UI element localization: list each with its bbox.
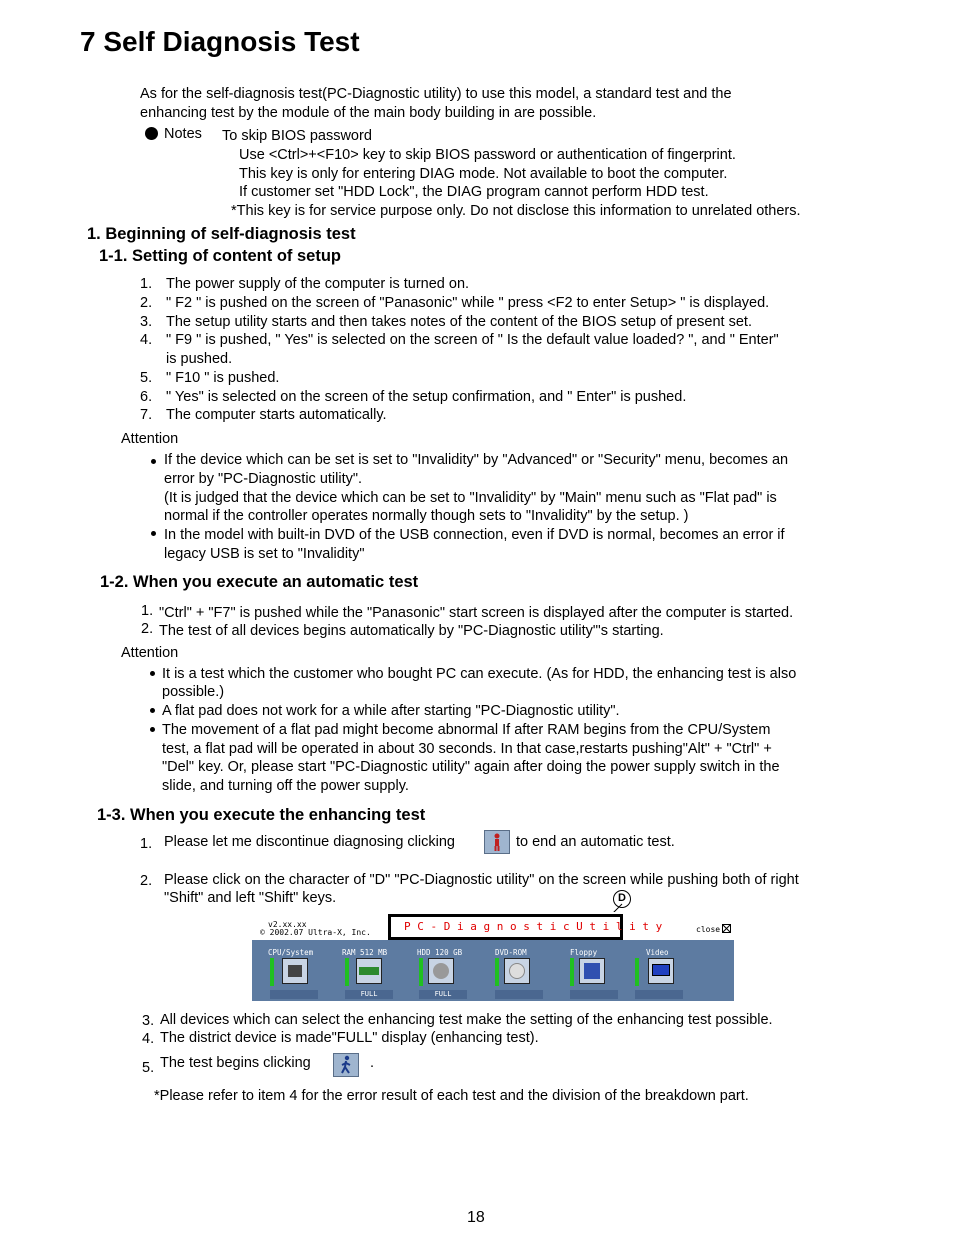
subsection-heading: 1-2. When you execute an automatic test [100, 573, 419, 591]
attention-label: Attention [121, 431, 179, 447]
diag-copyright: © 2002.07 Ultra-X, Inc. [260, 928, 371, 937]
step-number: 2. [141, 621, 154, 637]
device-label: CPU/System [268, 948, 314, 957]
floppy-icon[interactable] [579, 958, 605, 984]
notes-line: This key is only for entering DIAG mode. Not available to boot the computer. [239, 166, 728, 182]
page-title: 7 Self Diagnosis Test [80, 26, 360, 57]
status-bar [570, 958, 574, 986]
bullet-icon [150, 671, 155, 676]
section-heading: 1. Beginning of self-diagnosis test [87, 225, 356, 243]
step-text: " F2 " is pushed on the screen of "Panasonic" while " press <F2 to enter Setup> " is displayed. [166, 295, 770, 311]
status-field [495, 990, 543, 999]
attention-text: legacy USB is set to "Invalidity" [164, 546, 365, 562]
intro-line-2: enhancing test by the module of the main body building in are possible. [140, 105, 597, 121]
callout-d-marker: D [613, 890, 631, 908]
notes-line: *This key is for service purpose only. Do not disclose this information to unrelated others. [231, 203, 801, 219]
notes-line: To skip BIOS password [222, 128, 372, 144]
step-text: The district device is made"FULL" display (enhancing test). [160, 1030, 539, 1046]
step-text: . [370, 1055, 375, 1071]
status-field: FULL [345, 990, 393, 999]
footnote: *Please refer to item 4 for the error result of each test and the division of the breakdown part. [154, 1088, 749, 1104]
attention-text: In the model with built-in DVD of the USB connection, even if DVD is normal, becomes an error if [164, 527, 785, 543]
bullet-icon [151, 531, 156, 536]
status-field [570, 990, 618, 999]
step-number: 1. [140, 836, 153, 852]
bullet-icon [151, 459, 156, 464]
monitor-icon[interactable] [648, 958, 674, 984]
step-number: 1. [141, 603, 154, 619]
diag-version: v2.xx.xx [268, 920, 307, 929]
status-field [270, 990, 318, 999]
subsection-heading: 1-3. When you execute the enhancing test [97, 806, 426, 824]
status-field [635, 990, 683, 999]
bullet-icon [150, 708, 155, 713]
device-label: Floppy [570, 948, 598, 957]
step-number: 3. [142, 1013, 155, 1029]
attention-text: test, a flat pad will be operated in about 30 seconds. In that case,restarts pushing"Alt" + "Ctrl" + [162, 741, 772, 757]
step-number: 2. [140, 295, 153, 311]
intro-line-1: As for the self-diagnosis test(PC-Diagnostic utility) to use this model, a standard test and the [140, 86, 732, 102]
attention-text: slide, and turning off the power supply. [162, 778, 409, 794]
status-bar [419, 958, 423, 986]
attention-text: normal if the controller operates normally though sets to "Invalidity" by the setup. ) [164, 508, 689, 524]
attention-text: possible.) [162, 684, 225, 700]
hdd-icon[interactable] [428, 958, 454, 984]
notes-line: Use <Ctrl>+<F10> key to skip BIOS password or authentication of fingerprint. [239, 147, 736, 163]
status-bar [635, 958, 639, 986]
step-number: 6. [140, 389, 153, 405]
ram-icon[interactable] [356, 958, 382, 984]
attention-label: Attention [121, 645, 179, 661]
bullet-icon [150, 727, 155, 732]
device-label: Video [646, 948, 669, 957]
running-man-stop-icon [485, 831, 509, 853]
step-text: " Yes" is selected on the screen of the setup confirmation, and " Enter" is pushed. [166, 389, 687, 405]
step-number: 4. [140, 332, 153, 348]
attention-text: (It is judged that the device which can be set to "Invalidity" by "Main" menu such as "Flat pad" is [164, 490, 777, 506]
status-bar [495, 958, 499, 986]
close-label[interactable]: close [696, 925, 721, 934]
dvd-icon[interactable] [504, 958, 530, 984]
attention-text: error by "PC-Diagnostic utility". [164, 471, 363, 487]
attention-text: If the device which can be set is set to "Invalidity" by "Advanced" or "Security" menu, becomes an [164, 452, 789, 468]
status-bar [270, 958, 274, 986]
step-text: "Ctrl" + "F7" is pushed while the "Panasonic" start screen is displayed after the computer is started. [159, 605, 794, 621]
notes-label: Notes [164, 126, 202, 142]
step-text: " F10 " is pushed. [166, 370, 280, 386]
step-text: Please click on the character of "D" "PC-Diagnostic utility" on the screen while pushing both of right [164, 872, 799, 888]
stop-button[interactable] [484, 830, 510, 854]
step-text: The test begins clicking [160, 1055, 311, 1071]
step-number: 3. [140, 314, 153, 330]
attention-text: It is a test which the customer who bought PC can execute. (As for HDD, the enhancing test is also [162, 666, 797, 682]
step-number: 2. [140, 873, 153, 889]
step-number: 7. [140, 407, 153, 423]
notes-bullet-icon [145, 127, 158, 140]
attention-text: The movement of a flat pad might become abnormal If after RAM begins from the CPU/System [162, 722, 771, 738]
step-text: Please let me discontinue diagnosing clicking [164, 834, 455, 850]
step-text: "Shift" and left "Shift" keys. [164, 890, 337, 906]
step-text: The test of all devices begins automatically by "PC-Diagnostic utility"'s starting. [159, 623, 664, 639]
device-label: DVD-ROM [495, 948, 527, 957]
attention-text: "Del" key. Or, please start "PC-Diagnostic utility" again after doing the power supply switch in the [162, 759, 780, 775]
step-text: is pushed. [166, 351, 233, 367]
cpu-icon[interactable] [282, 958, 308, 984]
step-number: 5. [140, 370, 153, 386]
diag-screen [252, 912, 734, 1001]
step-text: The power supply of the computer is turned on. [166, 276, 470, 292]
page-number: 18 [467, 1209, 485, 1226]
walking-man-icon [334, 1054, 358, 1076]
step-number: 1. [140, 276, 153, 292]
diag-title-banner[interactable]: P C - D i a g n o s t i c U t i l i t y [388, 914, 623, 940]
step-text: to end an automatic test. [516, 834, 675, 850]
step-text: All devices which can select the enhancing test make the setting of the enhancing test possible. [160, 1012, 773, 1028]
device-label: HDD 120 GB [417, 948, 463, 957]
step-text: The computer starts automatically. [166, 407, 387, 423]
step-text: " F9 " is pushed, " Yes" is selected on the screen of " Is the default value loaded? ", and " Enter" [166, 332, 779, 348]
notes-line: If customer set "HDD Lock", the DIAG program cannot perform HDD test. [239, 184, 709, 200]
step-number: 5. [142, 1060, 155, 1076]
status-field: FULL [419, 990, 467, 999]
close-icon[interactable] [722, 924, 731, 933]
status-bar [345, 958, 349, 986]
start-test-button[interactable] [333, 1053, 359, 1077]
attention-text: A flat pad does not work for a while after starting "PC-Diagnostic utility". [162, 703, 620, 719]
subsection-heading: 1-1. Setting of content of setup [99, 247, 341, 265]
step-number: 4. [142, 1031, 155, 1047]
step-text: The setup utility starts and then takes notes of the content of the BIOS setup of present set. [166, 314, 752, 330]
device-label: RAM 512 MB [342, 948, 388, 957]
